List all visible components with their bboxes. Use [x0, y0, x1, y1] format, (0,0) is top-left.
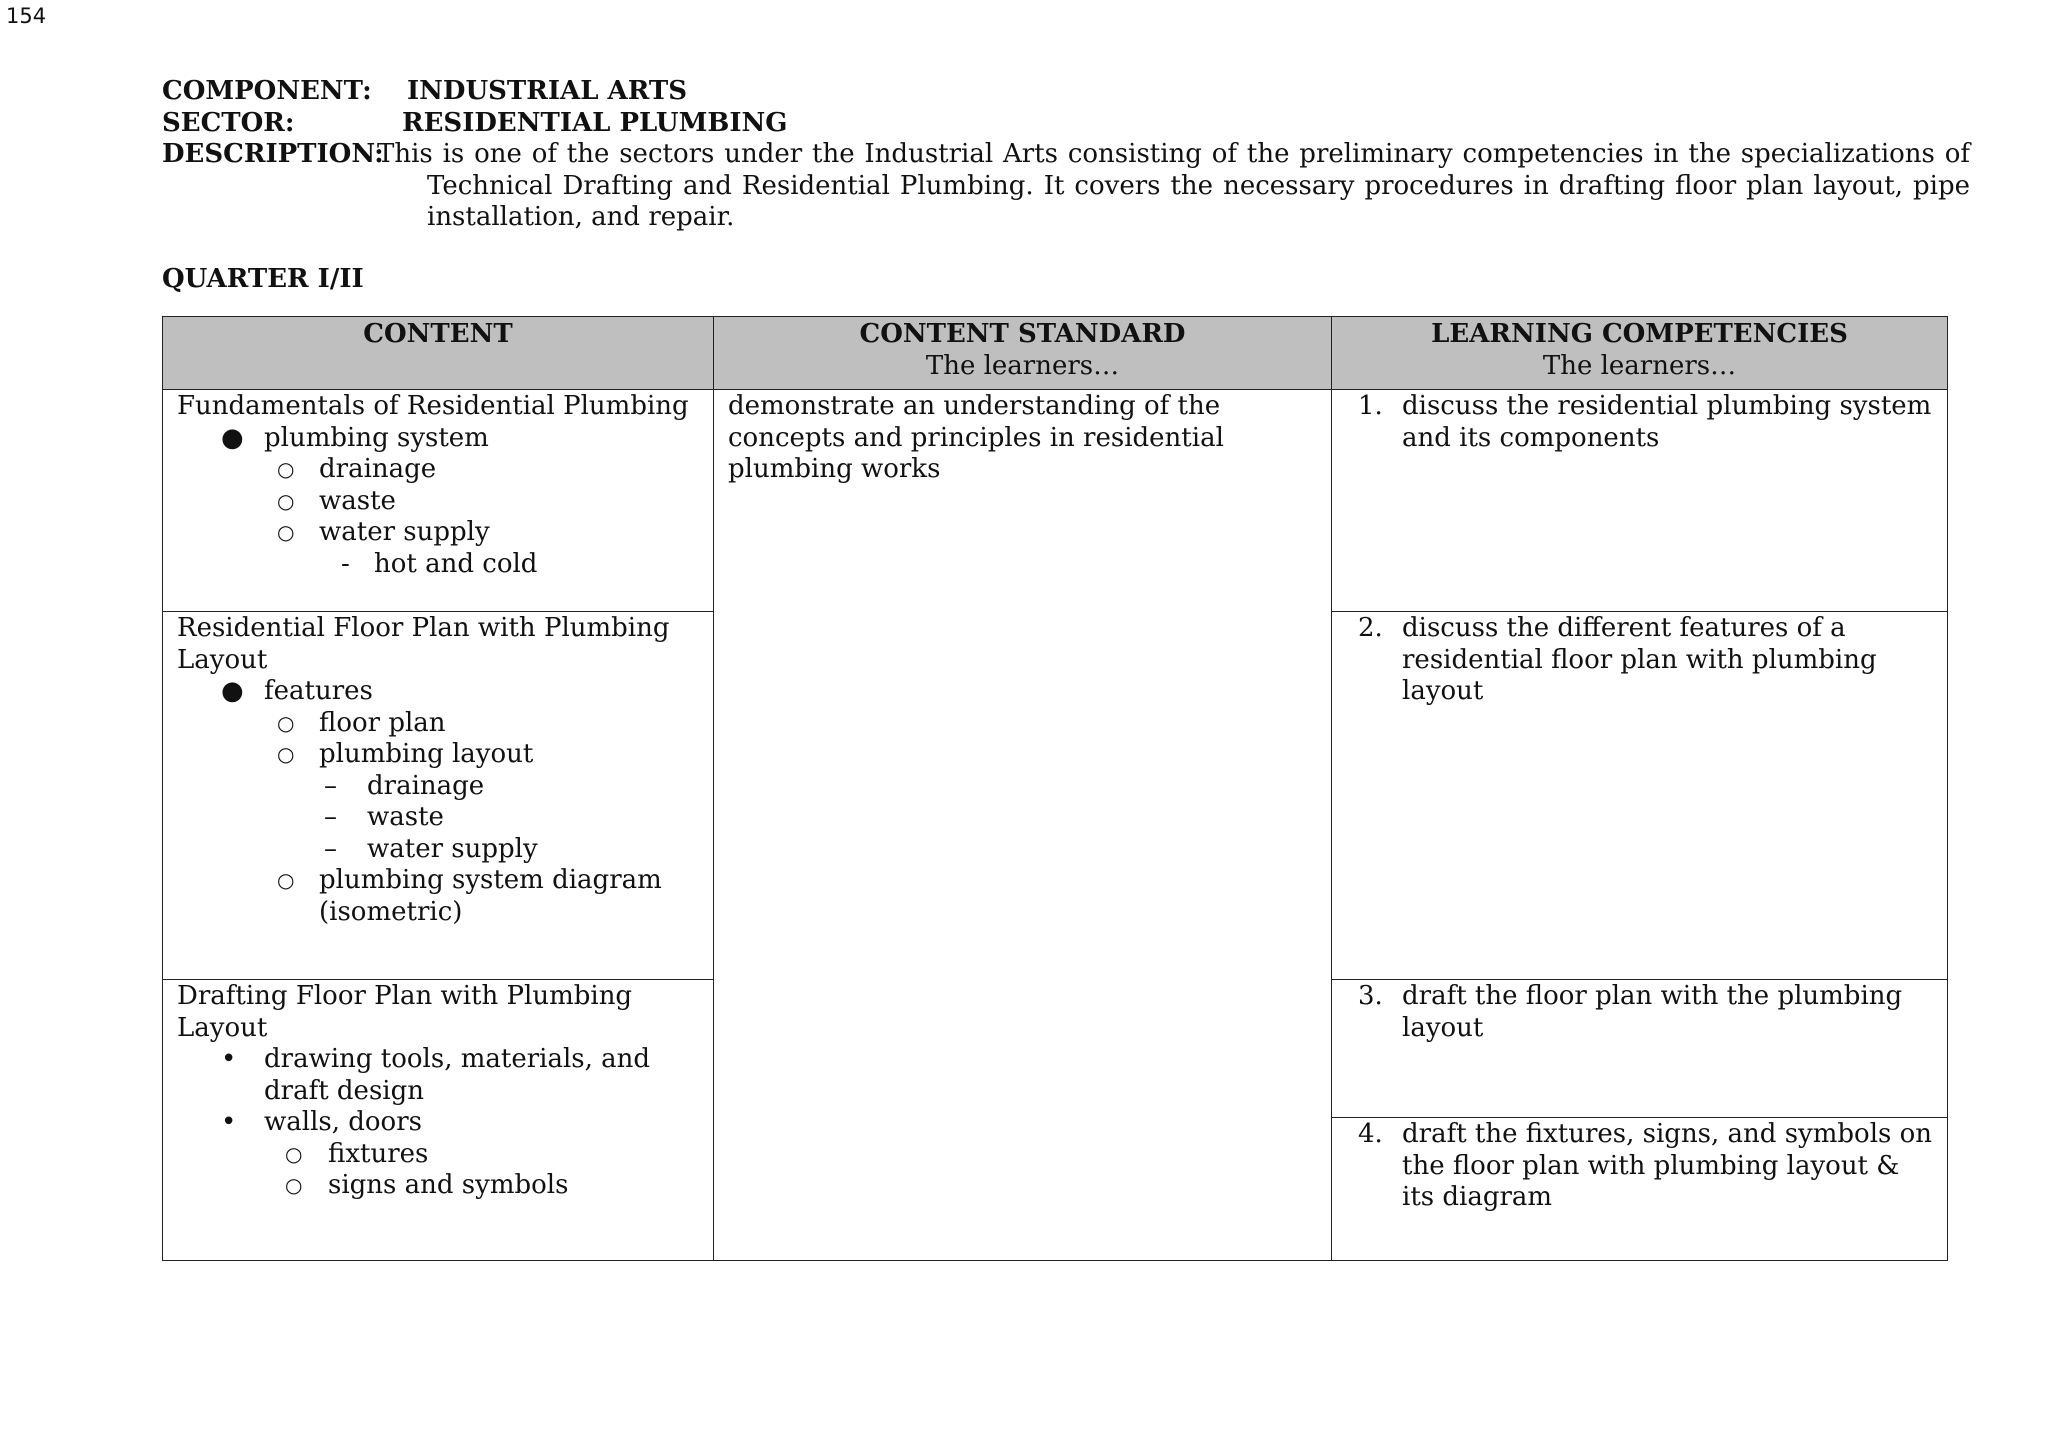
circle-bullet-icon: ○	[285, 1173, 303, 1197]
dash-bullet-icon: –	[324, 833, 337, 864]
content-standard-text: demonstrate an understanding of the concepts and principles in residential plumbing works	[728, 391, 1224, 484]
competency-cell	[1332, 1118, 1948, 1261]
circle-bullet-icon: ○	[277, 520, 295, 544]
list-item: – drainage	[324, 770, 485, 801]
bullet-icon: ●	[221, 676, 244, 706]
curriculum-table	[162, 316, 1948, 1261]
list-item: - hot and cold	[341, 548, 538, 579]
list-item: ○ water supply	[277, 517, 490, 547]
list-item: ○ drainage	[277, 454, 437, 484]
component-label: COMPONENT:	[162, 76, 372, 106]
competency-item: 2. discuss the different features of a residential floor plan with plumbing layout	[1358, 613, 1877, 706]
circle-bullet-icon: ○	[285, 1141, 303, 1166]
dash-bullet-icon: –	[324, 770, 337, 801]
circle-bullet-icon: ○	[277, 457, 295, 481]
header-content: CONTENT	[163, 317, 714, 390]
header-content-standard: CONTENT STANDARD The learners…	[714, 317, 1332, 390]
dash-bullet-icon: –	[324, 802, 337, 832]
content-title: Fundamentals of Residential Plumbing	[177, 391, 689, 421]
list-item: – waste	[324, 802, 444, 832]
sector-value: RESIDENTIAL PLUMBING	[402, 107, 788, 138]
page-number: 154	[6, 4, 47, 28]
bullet-icon: •	[221, 1044, 237, 1074]
header-learning-competencies: LEARNING COMPETENCIES The learners…	[1332, 317, 1948, 390]
list-item: ○ signs and symbols	[285, 1170, 569, 1200]
list-item: • drawing tools, materials, and draft design	[221, 1044, 651, 1106]
content-cell	[163, 980, 714, 1261]
table-row	[163, 390, 1948, 612]
bullet-icon: •	[221, 1107, 237, 1137]
quarter-heading: QUARTER I/II	[162, 264, 364, 294]
bullet-icon: ●	[221, 422, 244, 453]
competency-cell	[1332, 980, 1948, 1118]
circle-bullet-icon: ○	[277, 710, 295, 735]
list-item: ○ plumbing system diagram (isometric)	[277, 865, 662, 927]
list-item: ○ waste	[277, 485, 396, 516]
sector-label: SECTOR:	[162, 107, 295, 138]
circle-bullet-icon: ○	[277, 868, 295, 892]
component-value: INDUSTRIAL ARTS	[407, 76, 687, 106]
content-title: Drafting Floor Plan with Plumbing Layout	[177, 981, 633, 1043]
list-item: • walls, doors	[221, 1107, 422, 1137]
competency-item: 1. discuss the residential plumbing system and its components	[1358, 391, 1932, 453]
competency-cell	[1332, 390, 1948, 612]
list-item: ● features	[221, 676, 373, 706]
content-cell	[163, 612, 714, 980]
content-standard-cell	[714, 390, 1332, 1261]
circle-bullet-icon: ○	[277, 742, 295, 766]
description-label: DESCRIPTION:	[162, 139, 384, 169]
dash-bullet-icon: -	[341, 548, 350, 579]
list-item: ○ fixtures	[285, 1138, 429, 1169]
circle-bullet-icon: ○	[277, 488, 295, 513]
description-text: This is one of the sectors under the Industrial Arts consisting of the preliminary competencies in the specializations of Technical Drafting and Residential Plumbing. It covers the necessary procedures in drafting floor plan layout, pipe installation, and repair.	[377, 139, 1970, 232]
content-title: Residential Floor Plan with Plumbing Layout	[177, 613, 670, 675]
list-item: ○ plumbing layout	[277, 739, 534, 769]
list-item: – water supply	[324, 833, 538, 864]
competency-item: 3. draft the floor plan with the plumbing layout	[1358, 981, 1903, 1043]
document-header	[162, 76, 1812, 139]
list-item: ○ floor plan	[277, 707, 446, 738]
competency-cell	[1332, 612, 1948, 980]
table-header-row	[163, 317, 1948, 390]
competency-item: 4. draft the fixtures, signs, and symbols on the floor plan with plumbing layout & its diagram	[1358, 1119, 1933, 1212]
list-item: ● plumbing system	[221, 422, 489, 453]
content-cell	[163, 390, 714, 612]
